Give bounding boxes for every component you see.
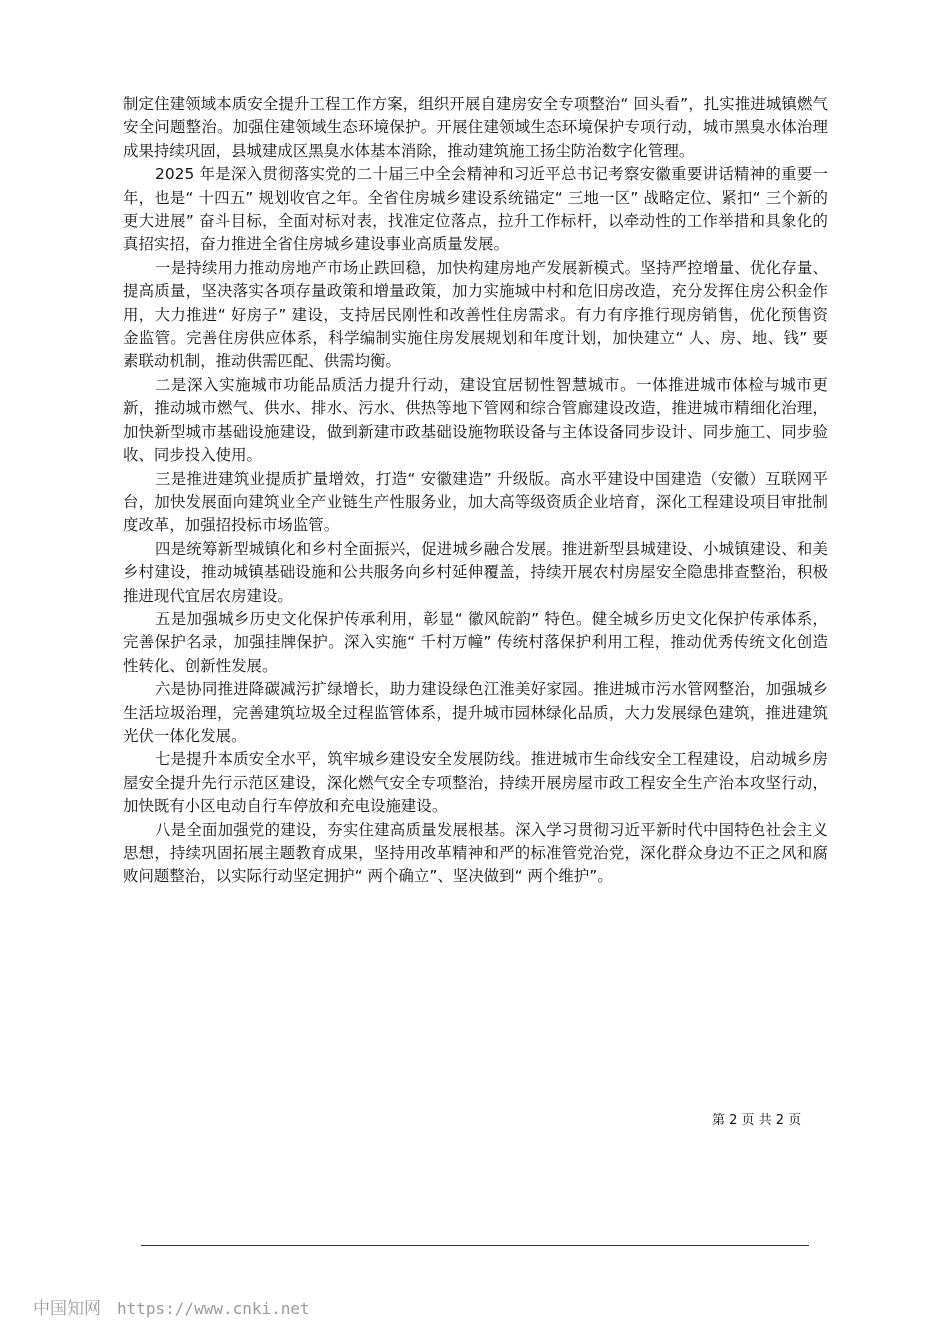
- document-body: [123, 93, 828, 889]
- cnki-watermark: [33, 1294, 310, 1319]
- paragraph-point-5: 五是加强城乡历史文化保护传承利用，彰显“ 徽风皖韵” 特色。健全城乡历史文化保护传承体系，完善保护名录，加强挂牌保护。深入实施“ 千村万幢” 传统村落保护利用工程，推动优秀传统文化创造性转化、创新性发展。: [123, 609, 828, 675]
- paragraph-continuation: 制定住建领域本质安全提升工程工作方案，组织开展自建房安全专项整治“ 回头看”，扎实推进城镇燃气安全问题整治。加强住建领域生态环境保护。开展住建领域生态环境保护专项行动，城市黑臭水体治理成果持续巩固，县城建成区黑臭水体基本消除，推动建筑施工扬尘防治数字化管理。: [123, 95, 828, 160]
- paragraph-point-8: 八是全面加强党的建设，夯实住建高质量发展根基。深入学习贯彻习近平新时代中国特色社会主义思想，持续巩固拓展主题教育成果，坚持用改革精神和严的标准管党治党，深化群众身边不正之风和腐败问题整治，以实际行动坚定拥护“ 两个确立”、坚决做到“ 两个维护”。: [123, 820, 828, 886]
- paragraph-point-1: 一是持续用力推动房地产市场止跌回稳，加快构建房地产发展新模式。坚持严控增量、优化存量、提高质量，坚决落实各项存量政策和增量政策，加力实施城中村和危旧房改造，充分发挥住房公积金作用，大力推进“ 好房子” 建设，支持居民刚性和改善性住房需求。有力有序推行现房销售，优化预售资金监管。完善住房供应体系，科学编制实施住房发展规划和年度计划，加快建立“ 人、房、地、钱” 要素联动机制，推动供需匹配、供需均衡。: [123, 258, 828, 371]
- footer-divider: [141, 1245, 809, 1246]
- paragraph-2025-overview: 2025 年是深入贯彻落实党的二十届三中全会精神和习近平总书记考察安徽重要讲话精神的重要一年，也是“ 十四五” 规划收官之年。全省住房城乡建设系统锚定“ 三地一区” 战略定位、紧扣“ 三个新的更大进展” 奋斗目标，全面对标对表，找准定位落点，拉升工作标杆，以牵动性的工作举措和具象化的真招实招，奋力推进全省住房城乡建设事业高质量发展。: [123, 165, 828, 254]
- paragraph-point-7: 七是提升本质安全水平，筑牢城乡建设安全发展防线。推进城市生命线安全工程建设，启动城乡房屋安全提升先行示范区建设，深化燃气安全专项整治，持续开展房屋市政工程安全生产治本攻坚行动，加快既有小区电动自行车停放和充电设施建设。: [123, 750, 828, 816]
- paragraph-point-2: 二是深入实施城市功能品质活力提升行动，建设宜居韧性智慧城市。一体推进城市体检与城市更新，推动城市燃气、供水、排水、污水、供热等地下管网和综合管廊建设改造，推进城市精细化治理，加快新型城市基础设施建设，做到新建市政基础设施物联设备与主体设备同步设计、同步施工、同步验收、同步投入使用。: [123, 375, 828, 465]
- paragraph-point-3: 三是推进建筑业提质扩量增效，打造“ 安徽建造” 升级版。高水平建设中国建造（安徽）互联网平台，加快发展面向建筑业全产业链生产性服务业，加大高等级资质企业培育，深化工程建设项目审批制度改革，加强招投标市场监管。: [123, 469, 828, 535]
- watermark-url[interactable]: https://www.cnki.net: [117, 1299, 310, 1318]
- paragraph-point-6: 六是协同推进降碳减污扩绿增长，助力建设绿色江淮美好家园。推进城市污水管网整治，加强城乡生活垃圾治理，完善建筑垃圾全过程监管体系，提升城市园林绿化品质，大力发展绿色建筑，推进建筑光伏一体化发展。: [123, 680, 828, 745]
- page-number: 第 2 页 共 2 页: [712, 1113, 802, 1128]
- watermark-brand: 中国知网: [33, 1299, 101, 1319]
- paragraph-point-4: 四是统筹新型城镇化和乡村全面振兴，促进城乡融合发展。推进新型县城建设、小城镇建设、和美乡村建设，推动城镇基础设施和公共服务向乡村延伸覆盖，持续开展农村房屋安全隐患排查整治，积极推进现代宜居农房建设。: [123, 539, 828, 605]
